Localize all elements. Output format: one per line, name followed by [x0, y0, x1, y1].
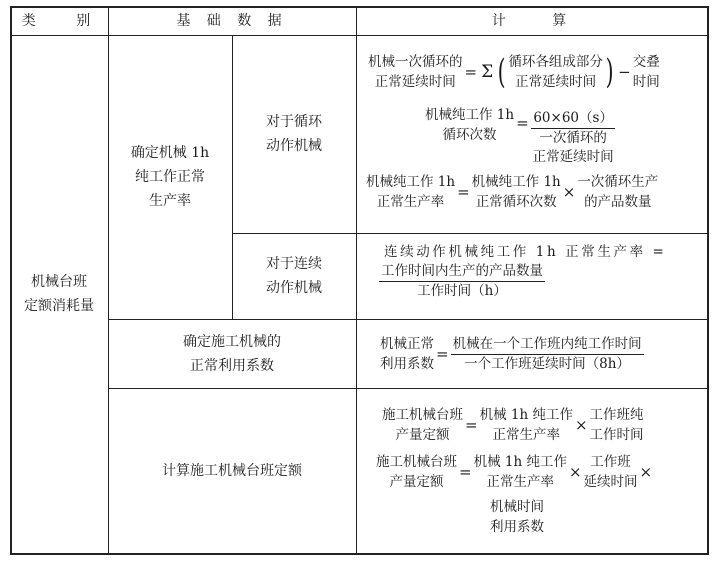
basic-productivity-line-1: 确定机械 1h [130, 145, 210, 161]
utilization-lhs-1: 机械正常 [380, 336, 434, 352]
basic-productivity-line-3: 生产率 [149, 193, 191, 209]
cyclic-productivity-rhs [577, 172, 658, 212]
formula-utilization [380, 334, 644, 374]
category-cell [10, 35, 108, 553]
quota-1-times: × [574, 416, 588, 434]
cycles-per-hour-fraction [531, 109, 616, 167]
continuous-productivity-text: 连续动作机械纯工作 1h 正常生产率 = [384, 244, 667, 260]
basic-utilization-line-1: 确定施工机械的 [183, 333, 281, 350]
quota-1-rhs-1: 工作班纯 [589, 407, 644, 423]
cycle-time-inner-2: 正常延续时间 [515, 74, 597, 90]
basic-continuous [232, 233, 356, 319]
quota-2-tail [490, 497, 544, 537]
table-bottom-border [10, 553, 709, 555]
quota-2-times-1: × [568, 463, 582, 481]
cyclic-productivity-equals: = [457, 183, 470, 201]
cycle-time-equals: = [464, 63, 478, 81]
header-calculation [356, 6, 708, 35]
header-basic-data-text: 基 础 数 据 [176, 12, 288, 29]
quota-table [10, 6, 709, 555]
basic-productivity [108, 35, 232, 319]
category-line-1: 机械台班 [31, 274, 87, 290]
formula-cycles-per-hour [425, 105, 616, 167]
continuous-productivity-fraction [368, 262, 556, 301]
cyclic-productivity-lhs-2: 正常生产率 [376, 194, 445, 210]
basic-quota-text: 计算施工机械台班定额 [162, 462, 302, 479]
quota-1-mid-2: 正常生产率 [492, 427, 561, 443]
continuous-productivity-denominator: 工作时间（h） [417, 283, 507, 299]
quota-2-rhs [584, 452, 638, 492]
quota-1-rhs [590, 405, 644, 445]
utilization-denominator: 一个工作班延续时间（8h） [464, 355, 630, 372]
quota-2-mid-1: 机械 1h 纯工作 [473, 454, 567, 470]
cycles-per-hour-denominator-1: 一次循环的 [539, 130, 607, 146]
cycles-per-hour-denominator-2: 正常延续时间 [532, 149, 614, 165]
quota-2-rhs-2: 延续时间 [583, 474, 638, 490]
sigma-symbol: Σ [481, 62, 494, 82]
basic-cyclic-line-2: 动作机械 [266, 138, 322, 154]
quota-1-mid [480, 405, 573, 445]
formula-continuous-productivity [368, 242, 666, 301]
cycles-per-hour-equals: = [516, 114, 529, 132]
cyclic-productivity-mid-1: 机械纯工作 1h [471, 174, 561, 190]
utilization-lhs-2: 利用系数 [380, 356, 434, 372]
formula-quota-2 [376, 452, 654, 492]
continuous-productivity-numerator: 工作时间内生产的产品数量 [379, 262, 545, 282]
cycle-time-lhs-2: 正常延续时间 [374, 74, 456, 90]
cycles-per-hour-numerator: 60×60（s） [531, 109, 615, 129]
cycle-time-overlap-1: 交叠 [632, 54, 660, 70]
quota-2-rhs-1: 工作班 [590, 454, 631, 470]
quota-2-equals: = [459, 463, 472, 481]
cycles-per-hour-lhs-2: 循环次数 [442, 127, 497, 143]
formula-cyclic-productivity [366, 172, 658, 212]
cycle-time-inner [508, 52, 603, 92]
cyclic-productivity-mid-2: 正常循环次数 [475, 194, 557, 210]
basic-continuous-line-1: 对于连续 [266, 256, 322, 272]
header-category-text: 类 别 [21, 12, 97, 29]
cycle-time-minus: − [618, 63, 631, 81]
cyclic-productivity-lhs [366, 172, 455, 212]
cyclic-productivity-rhs-1: 一次循环生产 [577, 174, 659, 190]
category-line-2: 定额消耗量 [24, 298, 94, 314]
header-calculation-text: 计 算 [491, 12, 573, 29]
quota-2-lhs [376, 452, 457, 492]
quota-2-tail-1: 机械时间 [490, 499, 544, 515]
quota-1-lhs-2: 产量定额 [395, 427, 450, 443]
utilization-numerator: 机械在一个工作班内纯工作时间 [451, 335, 644, 355]
basic-continuous-line-2: 动作机械 [266, 280, 322, 296]
quota-2-mid-2: 正常生产率 [486, 474, 555, 490]
quota-1-mid-1: 机械 1h 纯工作 [479, 407, 573, 423]
right-paren-icon: ) [605, 52, 614, 92]
cycle-time-overlap-2: 时间 [632, 74, 660, 90]
basic-productivity-line-2: 纯工作正常 [135, 169, 205, 185]
quota-1-equals: = [465, 416, 478, 434]
cycles-per-hour-lhs-1: 机械纯工作 1h [425, 107, 515, 123]
quota-2-mid [474, 452, 567, 492]
basic-utilization [108, 319, 356, 388]
left-paren-icon: ( [497, 52, 506, 92]
basic-quota [108, 388, 356, 553]
quota-2-times-2: × [639, 463, 653, 481]
quota-2-lhs-2: 产量定额 [389, 474, 444, 490]
cycle-time-inner-1: 循环各组成部分 [508, 54, 603, 70]
basic-cyclic-line-1: 对于循环 [266, 114, 322, 130]
quota-1-lhs-1: 施工机械台班 [382, 407, 463, 423]
cycle-time-overlap [633, 52, 660, 92]
cyclic-productivity-times: × [562, 183, 576, 201]
formula-quota-1 [382, 405, 644, 445]
cycle-time-lhs [368, 52, 463, 92]
basic-cyclic [232, 35, 356, 233]
header-category [10, 6, 108, 35]
divider-basic-calculation [356, 6, 357, 555]
quota-2-tail-2: 利用系数 [490, 519, 544, 535]
quota-2-tail-stack [490, 497, 544, 537]
formula-cycle-time [368, 52, 660, 92]
cyclic-productivity-rhs-2: 的产品数量 [584, 194, 652, 210]
utilization-lhs [380, 334, 434, 374]
cycle-time-lhs-1: 机械一次循环的 [368, 54, 463, 70]
cyclic-productivity-lhs-1: 机械纯工作 1h [366, 174, 456, 190]
table-right-border [707, 6, 709, 555]
cyclic-productivity-mid [472, 172, 561, 212]
quota-2-lhs-1: 施工机械台班 [376, 454, 457, 470]
header-basic-data [108, 6, 356, 35]
quota-1-rhs-2: 工作时间 [589, 427, 644, 443]
cycles-per-hour-lhs [425, 105, 514, 145]
quota-1-lhs [382, 405, 463, 445]
utilization-fraction [451, 335, 644, 374]
utilization-equals: = [436, 345, 449, 363]
basic-utilization-line-2: 正常利用系数 [190, 357, 274, 374]
